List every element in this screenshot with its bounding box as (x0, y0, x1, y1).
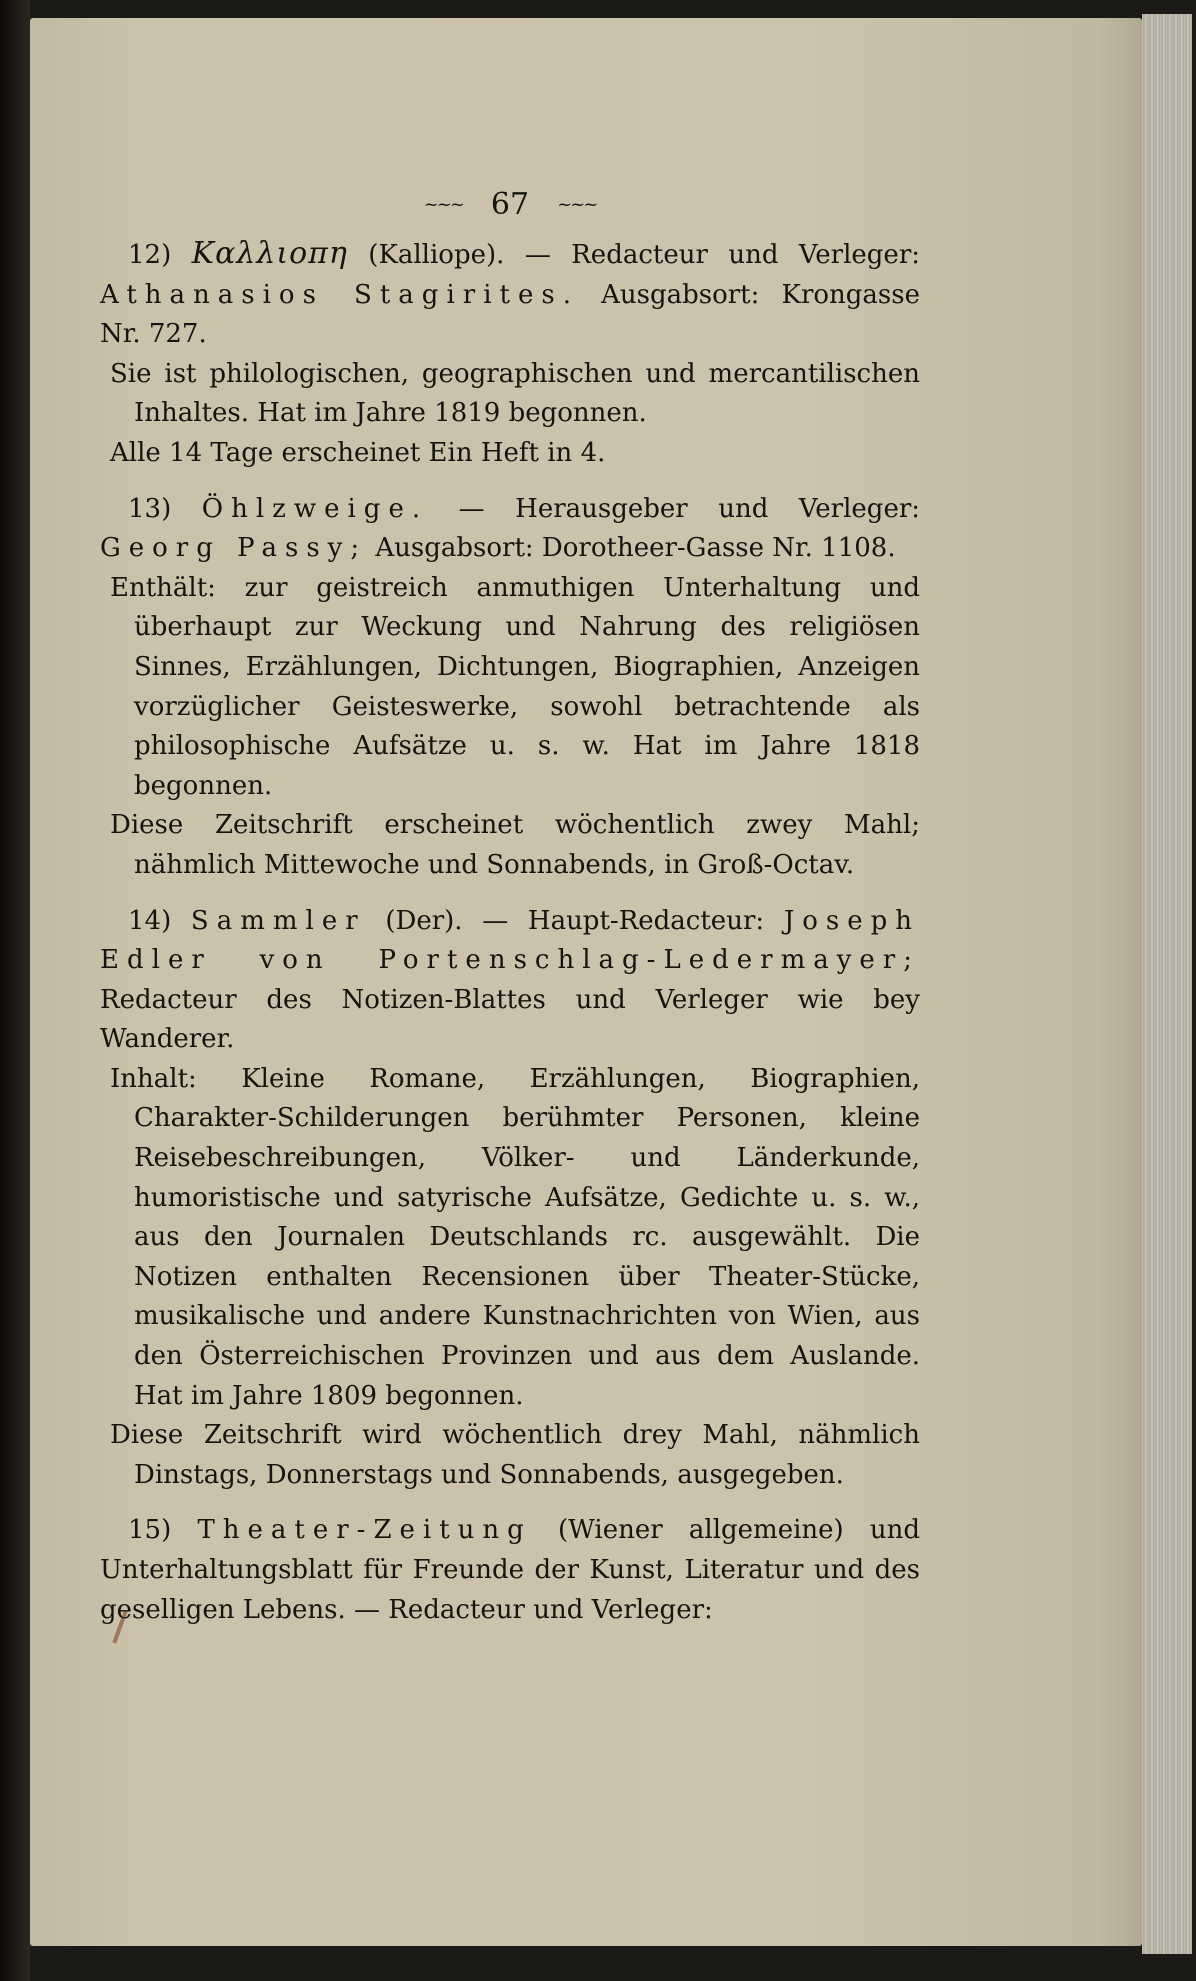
entry-editor: Joseph Edler von Portenschlag-Ledermayer; (100, 905, 921, 976)
page-edges (1142, 14, 1192, 1954)
entry-title-rest: (Kalliope). — Redacteur und Verleger: (368, 240, 921, 270)
entry-title-rest: (Wiener allgemeine) und Unterhaltungsblatt für Freunde der Kunst, Literatur und des geselligen Lebens. — Redacteur und Verleger: (100, 1515, 921, 1625)
entry-number: 12) (128, 240, 172, 270)
entry-heading (100, 234, 920, 355)
ornament-left: ~~~ (423, 193, 463, 215)
entry-paragraph: Alle 14 Tage erscheinet Ein Heft in 4. (110, 437, 606, 468)
entry-number: 14) (128, 905, 172, 936)
page-text (100, 180, 920, 1646)
entry-paragraph: Diese Zeitschrift wird wöchentlich drey Mahl, nähmlich Dinstags, Donnerstags und Sonnabends, ausgegeben. (110, 1420, 920, 1490)
entry-heading (100, 490, 920, 569)
entry-15 (100, 1511, 920, 1630)
entry-heading (100, 1511, 920, 1630)
ornament-right: ~~~ (557, 193, 597, 215)
entry-editor: Georg Passy; (100, 533, 368, 564)
entry-paragraph: Inhalt: Kleine Romane, Erzählungen, Biographien, Charakter-Schilderungen berühmter Personen, kleine Reisebeschreibungen, Völker- und Länderkunde, humoristische und satyrische Aufsätze, Gedichte u. s. w., aus den Journalen Deutschlands rc. ausgewählt. Die Notizen enthalten Recensionen über Theater-Stücke, musikalische und andere Kunstnachrichten von Wien, aus den Österreichischen Provinzen und aus dem Auslande. Hat im Jahre 1809 begonnen. (110, 1063, 920, 1411)
entry-number: 13) (128, 493, 172, 524)
entry-14 (100, 902, 920, 1496)
page-number: 67 (490, 186, 530, 222)
entry-title: Öhlzweige. (201, 493, 429, 524)
entry-title: Theater-Zeitung (197, 1515, 532, 1546)
entry-place: Ausgabsort: Dorotheer-Gasse Nr. 1108. (375, 533, 896, 564)
entry-role-rest: Redacteur des Notizen-Blattes und Verleger wie bey Wanderer. (100, 984, 920, 1055)
entry-heading (100, 902, 920, 1060)
entry-paragraph: Enthält: zur geistreich anmuthigen Unterhaltung und überhaupt zur Weckung und Nahrung des religiösen Sinnes, Erzählungen, Dichtungen, Biographien, Anzeigen vorzüglicher Geisteswerke, sowohl betrachtende als philosophische Aufsätze u. s. w. Hat im Jahre 1818 begonnen. (110, 572, 920, 801)
entry-title-rest: (Der). — Haupt-Redacteur: (385, 905, 765, 936)
page-header (100, 180, 920, 228)
entry-number: 15) (128, 1515, 172, 1546)
entry-editor: Athanasios Stagirites. (100, 279, 579, 310)
book-binding (0, 0, 30, 1981)
entry-place: Ausgabsort: Krongasse Nr. 727. (100, 279, 920, 350)
entry-12 (100, 234, 920, 474)
entry-role: — Herausgeber und Verleger: (458, 493, 921, 524)
entry-13 (100, 490, 920, 886)
entry-paragraph: Sie ist philologischen, geographischen und mercantilischen Inhaltes. Hat im Jahre 1819 begonnen. (110, 358, 920, 429)
entry-title-greek: Καλλιοπη (191, 236, 348, 271)
entry-title: Sammler (190, 905, 366, 936)
entry-paragraph: Diese Zeitschrift erscheinet wöchentlich zwey Mahl; nähmlich Mittewoche und Sonnabends, in Groß-Octav. (110, 810, 920, 880)
